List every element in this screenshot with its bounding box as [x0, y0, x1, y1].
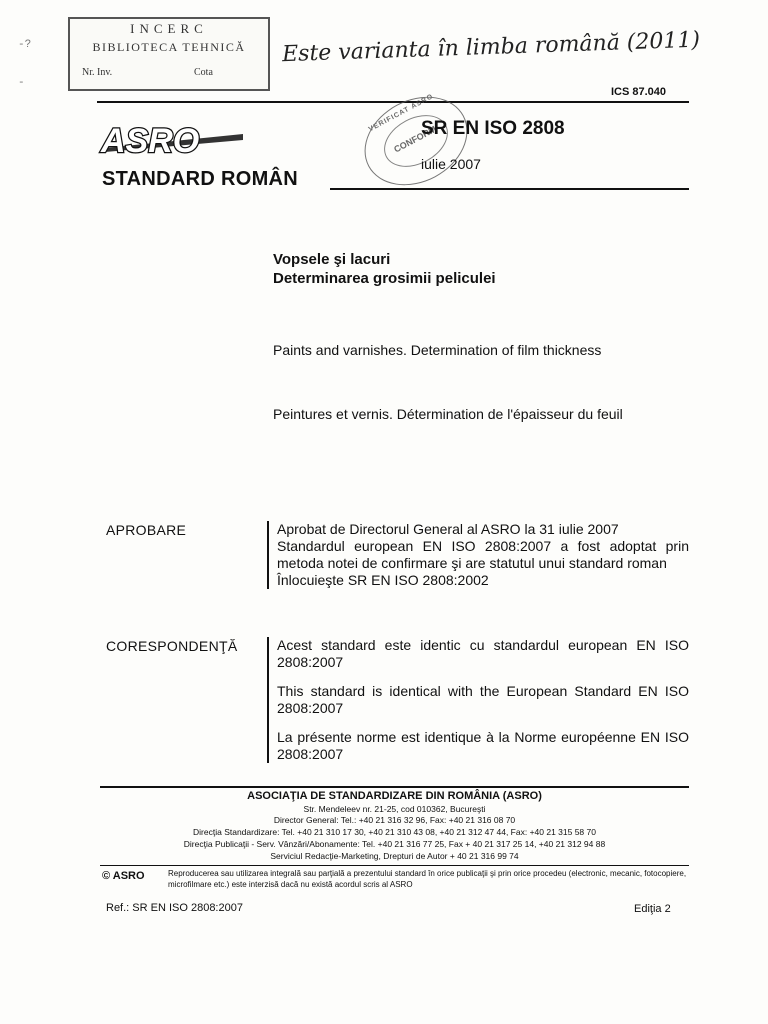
copyright: © ASRO — [102, 870, 145, 882]
corespondenta-label: CORESPONDENŢĂ — [106, 638, 238, 654]
aprobare-line: Standardul european EN ISO 2808:2007 a fost adoptat prin metoda notei de confirmare şi are statutul unui standard roman — [277, 538, 689, 571]
corespondenta-line: Acest standard este identic cu standardul european EN ISO 2808:2007 — [277, 637, 689, 670]
footer-publicatii: Direcţia Publicaţii - Serv. Vânzări/Abonamente: Tel. +40 21 316 77 25, Fax + 40 21 317 25 14, +40 21 312 94 88 — [183, 839, 606, 849]
edition: Ediţia 2 — [634, 903, 671, 915]
asro-logo — [97, 114, 247, 164]
footer-director: Director General: Tel.: +40 21 316 32 96, Fax: +40 21 316 08 70 — [273, 815, 516, 825]
library-stamp-inv-label: Nr. Inv. — [82, 67, 113, 78]
ics-code: ICS 87.040 — [611, 86, 667, 98]
footer-standardizare: Direcţia Standardizare: Tel. +40 21 310 17 30, +40 21 310 43 08, +40 21 312 47 44, Fax: +40 21 315 58 70 — [193, 827, 596, 837]
corespondenta-line: La présente norme est identique à la Norme européenne EN ISO 2808:2007 — [277, 729, 689, 762]
asro-logo-text: ASRO — [101, 122, 200, 160]
header-rule — [330, 188, 689, 190]
margin-mark: -? — [18, 39, 32, 51]
library-stamp-line1: INCERC — [130, 21, 208, 36]
aprobare-body — [267, 521, 689, 589]
handwritten-note: Este varianta în limba română (2011) — [281, 27, 701, 68]
conformity-stamp — [349, 79, 483, 202]
standard-id: SR EN ISO 2808 — [421, 118, 565, 139]
standard-type: STANDARD ROMÂN — [102, 168, 299, 190]
stamp-center-text: CONFORM — [392, 123, 438, 155]
aprobare-line: Înlocuieşte SR EN ISO 2808:2002 — [277, 572, 489, 588]
top-rule — [97, 101, 689, 103]
corespondenta-body — [267, 637, 689, 763]
library-stamp-cota-label: Cota — [194, 67, 213, 78]
reference: Ref.: SR EN ISO 2808:2007 — [106, 902, 243, 914]
library-stamp-line2: BIBLIOTECA TEHNICĂ — [92, 40, 246, 54]
footer-redactie: Serviciul Redacţie-Marketing, Drepturi de Autor + 40 21 316 99 74 — [270, 851, 519, 861]
title-french: Peintures et vernis. Détermination de l'épaisseur du feuil — [273, 406, 623, 422]
copyright-notice: Reproducerea sau utilizarea integrală sau parţială a prezentului standard în orice publicaţii şi prin orice procedeu (electronic, mecanic, fotocopiere, microfilmare etc.) este interzisă dacă nu există acordul scris al ASRO — [168, 869, 687, 889]
title-english: Paints and varnishes. Determination of film thickness — [273, 342, 602, 358]
aprobare-label: APROBARE — [106, 522, 187, 538]
margin-mark: - — [18, 77, 25, 89]
margin-marks — [18, 26, 31, 102]
library-stamp — [68, 17, 270, 91]
title-romanian — [273, 250, 496, 288]
footer-address: Str. Mendeleev nr. 21-25, cod 010362, Bucureşti — [303, 804, 486, 814]
aprobare-line: Aprobat de Directorul General al ASRO la 31 iulie 2007 — [277, 521, 619, 537]
stamp-ring-text: VERIFICAT ASRO — [367, 93, 435, 134]
footer-rule-2 — [100, 865, 689, 866]
title-ro-line1: Vopsele şi lacuri — [273, 251, 391, 268]
standard-date: iulie 2007 — [421, 156, 481, 172]
footer-org: ASOCIAŢIA DE STANDARDIZARE DIN ROMÂNIA (ASRO) — [247, 790, 542, 802]
footer-rule — [100, 786, 689, 788]
title-ro-line2: Determinarea grosimii peliculei — [273, 270, 496, 287]
corespondenta-line: This standard is identical with the European Standard EN ISO 2808:2007 — [277, 683, 689, 716]
